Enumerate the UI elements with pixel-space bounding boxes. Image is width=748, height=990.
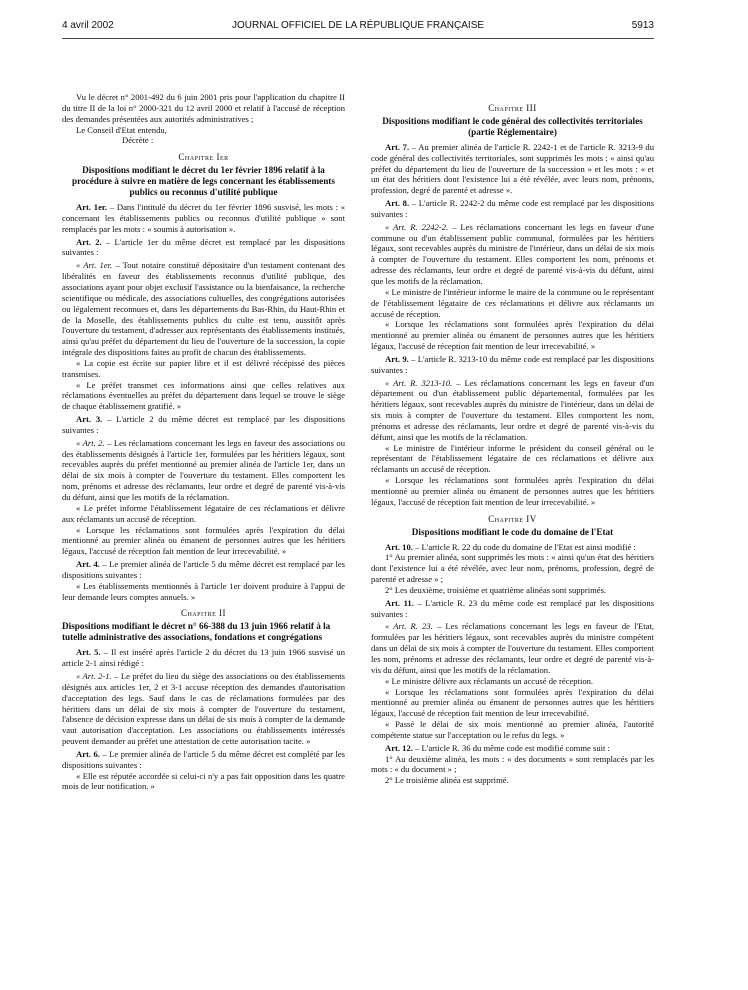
paragraph-text: – Le premier alinéa de l'article 5 du même décret est complété par les dispositions suivantes : [62, 748, 346, 770]
article-number: Art. 7. [385, 141, 410, 152]
quoted-article-paragraph [371, 222, 654, 287]
quoted-article-number: « Art. R. 2242-2. [385, 221, 449, 232]
quoted-article-paragraph [62, 671, 345, 747]
paragraph: 1° Au deuxième alinéa, les mots : « des documents » sont remplacés par les mots : « du document » ; [371, 753, 654, 775]
article-paragraph [371, 354, 654, 376]
paragraph: « Lorsque les réclamations sont formulées après l'expiration du délai mentionné au premier alinéa ou émanent de personnes autres que les héritiers légaux, l'accusé de réception fait mention de leur irrecevabilité. » [62, 524, 345, 557]
article-number: Art. 1er. [76, 202, 108, 213]
paragraph-text: – L'article R. 23 du même code est remplacé par les dispositions suivantes : [371, 597, 654, 619]
article-number: Art. 12. [385, 742, 413, 753]
paragraph: « Le ministre délivre aux réclamants un accusé de réception. [385, 675, 594, 686]
paragraph: « Lorsque les réclamations sont formulées après l'expiration du délai mentionné au premier alinéa ou émanent de personnes autres que les héritiers légaux, l'accusé de réception fait mention de leur irrecevabilité. [371, 686, 654, 719]
quoted-article-number: « Art. 2. [76, 437, 105, 448]
quoted-article-number: « Art. R. 3213-10. [385, 377, 453, 388]
header-page-number: 5913 [631, 20, 654, 31]
article-paragraph [371, 142, 654, 196]
paragraph: Le Conseil d'Etat entendu, [76, 124, 167, 135]
paragraph: « Le ministre de l'intérieur informe le président du conseil général ou le représentant de l'établissement légataire de ces réclamations et délivre aux réclamants un accusé de réception. [371, 442, 654, 475]
paragraph: 1° Au premier alinéa, sont supprimés les mots : « ainsi qu'un état des héritiers dont l'existence lui a été révélée, avec leur nom, prénoms, profession, degré de parenté et adresse » ; [371, 552, 654, 585]
article-number: Art. 3. [76, 414, 103, 425]
quoted-article-number: « Art. 1er. [76, 260, 113, 271]
article-number: Art. 8. [385, 198, 410, 209]
paragraph-text: – L'article R. 3213-10 du même code est remplacé par les dispositions suivantes : [371, 353, 655, 375]
paragraph: 2° Le troisième alinéa est supprimé. [385, 775, 509, 786]
article-paragraph [62, 202, 345, 235]
quoted-article-paragraph [371, 378, 654, 443]
paragraph-text: – Au premier alinéa de l'article R. 2242-1 et de l'article R. 3213-9 du code général des collectivités territoriales, sont supprimés les mots : « ainsi qu'au préfet du département du lieu de l'ouverture de la succession » et les mots : « et un état des héritiers dont l'existence lui a été révélée, avec leurs nom, prénoms, profession, degré de parenté et adresse ». [371, 141, 654, 196]
paragraph-text: – Dans l'intitulé du décret du 1er février 1896 susvisé, les mots : « concernant les établissements publics ou reconnus d'utilité publique » sont remplacés par les mots : « soumis à autorisation ». [62, 202, 345, 234]
paragraph: « Le préfet transmet ces informations ainsi que celles relatives aux réclamations éventuelles au préfet du département dans lequel se trouve le siège de chaque établissement gratifié. » [62, 379, 345, 412]
paragraph: Vu le décret n° 2001-492 du 6 juin 2001 pris pour l'application du chapitre II du titre II de la loi n° 2000-321 du 12 avril 2000 et relatif à l'accusé de réception des demandes présentées aux autorités administratives ; [62, 92, 345, 124]
paragraph-text: – Le préfet du lieu du siège des associations ou des établissements désignés aux articles 1er, 2 et 3-1 accuse réception des demandes d'autorisation d'acceptation des legs. Sauf dans le cas de réclamations formulées par des héritiers dans un délai de six mois à compter de l'ouverture du testament, l'absence de décision expresse dans un délai de six mois à compter de la demande vaut autorisation d'acceptation. Les associations ou établissements intéressés peuvent demander au préfet une attestation de cette autorisation tacite. » [62, 670, 345, 747]
quoted-article-paragraph [62, 438, 345, 503]
article-paragraph [371, 598, 654, 620]
paragraph-text: – Le premier alinéa de l'article 5 du même décret est remplacé par les dispositions suivantes : [62, 559, 346, 580]
chapter-heading: Chapitre III [488, 103, 537, 113]
paragraph-text: – Les réclamations concernant les legs en faveur des associations ou des établissements désignés à l'article 1er, formulées par les héritiers légaux, sont recevables auprès du préfet mentionné au premier alinéa de l'article 1er, dans un délai de six mois à compter de l'ouverture du testament. Elles comportent les nom, prénoms et adresse des réclamants, leur ordre et degré de parenté vis-à-vis du défunt, ainsi que les motifs de la réclamation. [62, 437, 346, 502]
article-number: Art. 2. [76, 236, 102, 247]
paragraph-text: – L'article R. 2242-2 du même code est remplacé par les dispositions suivantes : [371, 198, 655, 219]
article-paragraph [62, 414, 345, 436]
paragraph-text: – Tout notaire constitué dépositaire d'un testament contenant des libéralités en faveur des établissements reconnus d'utilité publique, des associations ayant pour objet exclusif l'assistance ou la bienfaisance, la recherche scientifique ou médicale, des associations cultuelles, des congrégations autorisées ou légalement reconnues et, dans les départements du Bas-Rhin, du Haut-Rhin et de la Moselle, des établissements publics du culte est tenu, aussitôt après l'ouverture du testament, d'adresser aux représentants des établissements institués, ainsi qu'au préfet du département du lieu de l'ouverture de la succession, la copie intégrale des dispositions faites au profit de chacun des établissements. [62, 260, 345, 358]
article-number: Art. 10. [385, 541, 413, 552]
header-title: JOURNAL OFFICIEL DE LA RÉPUBLIQUE FRANÇAISE [231, 20, 485, 31]
paragraph-text: – L'article R. 22 du code du domaine de l'Etat est ainsi modifié : [412, 541, 636, 552]
article-paragraph [62, 749, 345, 771]
page-header [62, 20, 654, 34]
article-number: Art. 9. [385, 353, 409, 364]
quoted-article-paragraph [62, 260, 345, 358]
section-title: Dispositions modifiant le décret n° 66-388 du 13 juin 1966 relatif à la tutelle administrative des associations, fondations et congrégations [62, 621, 331, 643]
paragraph: 2° Les deuxième, troisième et quatrième alinéas sont supprimés. [385, 584, 607, 595]
article-number: Art. 6. [76, 748, 100, 759]
paragraph: « Lorsque les réclamations sont formulées après l'expiration du délai mentionné au premier alinéa ou émanent de personnes autres que les héritiers légaux, l'accusé de réception fait mention de leur irrecevabilité. » [371, 319, 654, 352]
article-paragraph [62, 237, 345, 259]
right-column [371, 97, 654, 786]
decree-formula: Décrète : [122, 135, 154, 146]
paragraph-text: – Les réclamations concernant les legs en faveur d'un département ou d'un établissement public départemental, formulées par les héritiers légaux, sont recevables auprès du ministre de l'intérieur, dans un délai de six mois à compter de l'ouverture du testament. Elles comportent les nom, prénoms et adresse des réclamants, leur ordre et degré de parenté vis-à-vis du défunt, ainsi que les motifs de la réclamation. [371, 377, 654, 442]
section-title: Dispositions modifiant le code général des collectivités territoriales (partie Réglementaire) [382, 115, 643, 137]
section-title: Dispositions modifiant le décret du 1er février 1896 relatif à la procédure à suivre en matière de legs concernant les établissements publics ou reconnus d'utilité publique [72, 165, 335, 198]
quoted-article-number: « Art. 2-1. [76, 670, 112, 681]
quoted-article-number: « Art. R. 23. [385, 621, 433, 632]
paragraph-text: – L'article 2 du même décret est remplacé par les dispositions suivantes : [62, 414, 345, 435]
paragraph-text: – Les réclamations concernant les legs en faveur de l'Etat, formulées par les héritiers légaux, sont recevables auprès du ministre compétent dans un délai de six mois à compter de l'ouverture du testament. Elles comportent les nom, prénoms et adresse des réclamants, leur ordre et degré de parenté vis-à-vis du défunt, ainsi que les motifs de la réclamation. [371, 621, 654, 675]
article-number: Art. 4. [76, 559, 100, 570]
paragraph: « Le ministre de l'intérieur informe le maire de la commune ou le représentant de l'établissement légataire de ces réclamations et délivre aux réclamants un accusé de réception. [371, 286, 654, 319]
paragraph: « Elle est réputée accordée si celui-ci n'y a pas fait opposition dans les quatre mois de leur notification. » [62, 770, 345, 792]
chapter-heading: Chapitre IV [488, 513, 537, 524]
paragraph-text: – Il est inséré après l'article 2 du décret du 13 juin 1966 susvisé un article 2-1 ainsi rédigé : [62, 647, 346, 669]
section-title: Dispositions modifiant le code du domaine de l'Etat [411, 526, 614, 537]
article-paragraph [62, 559, 345, 581]
article-number: Art. 11. [385, 597, 414, 608]
paragraph: « Le préfet informe l'établissement légataire de ces réclamations et délivre aux réclamants un accusé de réception. [62, 502, 345, 524]
left-column [62, 92, 345, 792]
paragraph: « Lorsque les réclamations sont formulées après l'expiration du délai mentionné au premier alinéa ou émanent de personnes autres que les héritiers légaux, l'accusé de réception fait mention de leur irrecevabilité. » [371, 475, 654, 507]
header-date: 4 avril 2002 [62, 20, 114, 31]
paragraph-text: – Les réclamations concernant les legs en faveur d'une commune ou d'un établissement public communal, formulées par les héritiers légaux, sont recevables auprès du ministre de l'intérieur, dans un délai de six mois à compter de l'ouverture du testament. Elles comportent les nom, prénoms et adresse des réclamants, leur ordre et degré de parenté vis-à-vis du défunt, ainsi que les motifs de la réclamation. [371, 221, 654, 286]
paragraph: « Passé le délai de six mois mentionné au premier alinéa, l'autorité compétente statue sur l'acceptation ou le refus du legs. » [371, 719, 654, 740]
article-paragraph [371, 743, 654, 754]
article-paragraph [371, 198, 654, 220]
paragraph: « Les établissements mentionnés à l'article 1er doivent produire à l'appui de leur demande leurs comptes annuels. » [62, 580, 345, 602]
article-number: Art. 5. [76, 647, 101, 658]
header-rule [62, 38, 654, 39]
article-paragraph [62, 647, 345, 669]
chapter-heading: Chapitre Ier [178, 152, 229, 163]
paragraph-text: – L'article 1er du même décret est remplacé par les dispositions suivantes : [62, 236, 346, 258]
quoted-article-paragraph [371, 621, 654, 675]
chapter-heading: Chapitre II [180, 608, 227, 619]
article-paragraph [371, 542, 654, 553]
paragraph: « La copie est écrite sur papier libre et il est délivré récépissé des pièces transmises. [62, 357, 345, 379]
paragraph-text: – L'article R. 36 du même code est modifié comme suit : [412, 742, 610, 753]
